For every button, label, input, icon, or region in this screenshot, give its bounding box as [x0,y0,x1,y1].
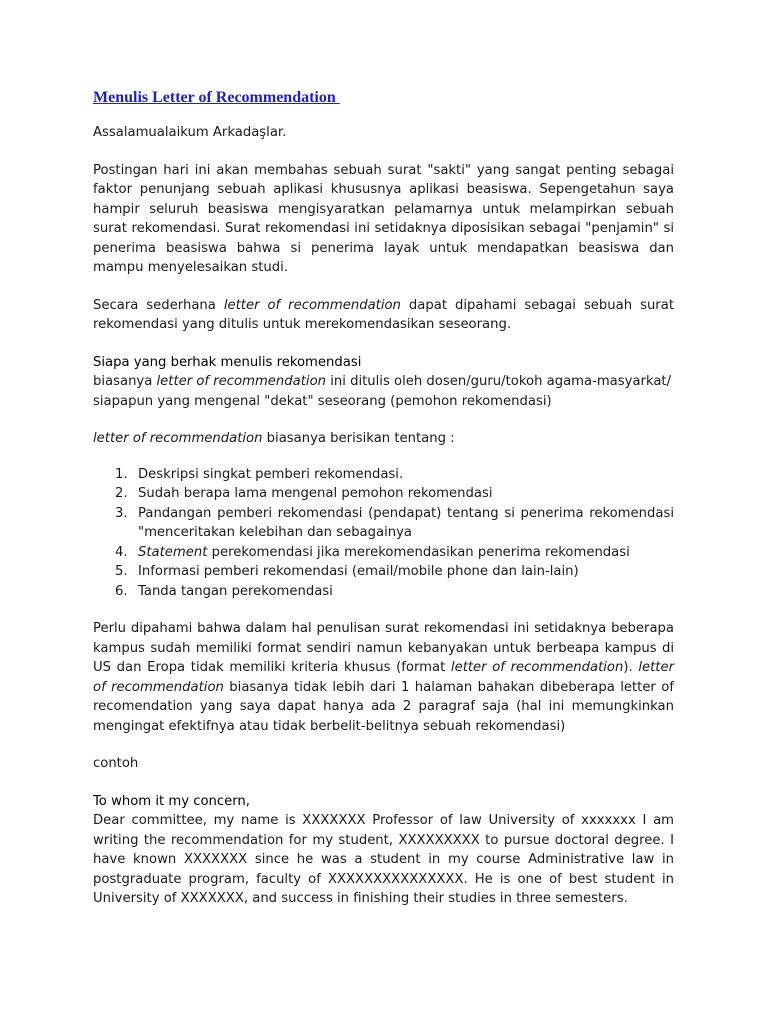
list-text: Informasi pemberi rekomendasi (email/mobile phone dan lain-lain) [138,564,579,579]
list-text: perekomendasi jika merekomendasikan penerima rekomendasi [207,544,630,560]
list-term: Statement [138,544,208,560]
definition-term: letter of recommendation [223,297,401,313]
list-number: 3. [115,505,128,521]
letter-body: Dear committee, my name is XXXXXXX Professor of law University of xxxxxxx I am writing the recommendation for my student, XXXXXXXXX to pursue doctoral degree. I have known XXXXXXX since he was a student in my course Administrative law in postgraduate program, faculty of XXXXXXXXXXXXXXX. He is one of best student in University of XXXXXXX, and success in finishing their studies in three semesters. [93,813,674,906]
contents-list [93,465,674,602]
intro-paragraph: Postingan hari ini akan membahas sebuah surat "sakti" yang sangat penting sebagai faktor penunjang sebuah aplikasi khususnya aplikasi beasiswa. Sepengetahun saya hampir seluruh beasiswa mengisyaratkan pelamarnya untuk melampirkan sebuah surat rekomendasi. Surat rekomendasi ini setidaknya diposisikan sebagai "penjamin" si penerima beasiswa bahwa si penerima layak untuk mendapatkan beasiswa dan mampu menyelesaikan studi. [93,162,674,275]
list-number: 4. [115,544,128,560]
list-item [93,543,674,563]
list-item [93,465,674,485]
contents-term: letter of recommendation [93,431,263,446]
example-label: contoh [93,756,139,771]
who-heading: Siapa yang berhak menulis rekomendasi [93,354,362,370]
note-paragraph [93,619,674,736]
list-number: 5. [115,564,128,579]
list-number: 2. [115,486,128,501]
note-text-3: biasanya tidak lebih dari 1 halaman bahakan dibeberapa letter of recomendation yang saya dapat hanya ada 2 paragraf saja (hal ini memungkinkan mengingat efektifnya atau tidak berbelit-belitnya sebuah rekomendasi) [93,679,674,734]
list-item [93,504,674,543]
note-text-2: ). [623,660,639,675]
list-item [93,562,674,582]
who-text-start: biasanya [93,374,157,389]
greeting: Assalamualaikum Arkadaşlar. [93,125,287,140]
contents-heading [93,429,674,449]
note-text-1: Perlu dipahami bahwa dalam hal penulisan surat rekomendasi ini setidaknya beberapa kampus sudah memiliki format sendiri namun kebanyakan untuk berbeapa kampus di US dan Eropa tidak memiliki kriteria khusus (format [93,621,674,675]
list-number: 1. [115,466,128,482]
who-paragraph [93,372,674,411]
list-item [93,484,674,504]
list-number: 6. [115,583,128,599]
definition-text-end: dapat dipahami sebagai sebuah surat rekomendasi yang ditulis untuk merekomendasikan seseorang. [93,297,674,332]
letter-salutation: To whom it my concern, [93,793,250,809]
definition-paragraph [93,296,674,335]
list-text: Pandangan pemberi rekomendasi (pendapat) tentang si penerima rekomendasi "menceritakan kelebihan dan sebagainya [138,505,674,540]
contents-text: biasanya berisikan tentang : [262,431,455,446]
definition-text-start: Secara sederhana [93,297,224,313]
note-term-2: letter of recommendation [93,660,674,695]
who-term: letter of recommendation [156,374,326,389]
document-title: Menulis Letter of Recommendation [93,89,340,106]
list-text: Sudah berapa lama mengenal pemohon rekomendasi [138,486,493,501]
who-text-end: ini ditulis oleh dosen/guru/tokoh agama-masyarkat/ siapapun yang mengenal "dekat" seseorang (pemohon rekomendasi) [93,374,672,409]
list-item [93,582,674,602]
document-content [93,88,674,909]
list-text: Tanda tangan perekomendasi [138,583,333,599]
list-text: Deskripsi singkat pemberi rekomendasi. [138,466,404,482]
note-term-1: letter of recommendation [450,660,624,675]
